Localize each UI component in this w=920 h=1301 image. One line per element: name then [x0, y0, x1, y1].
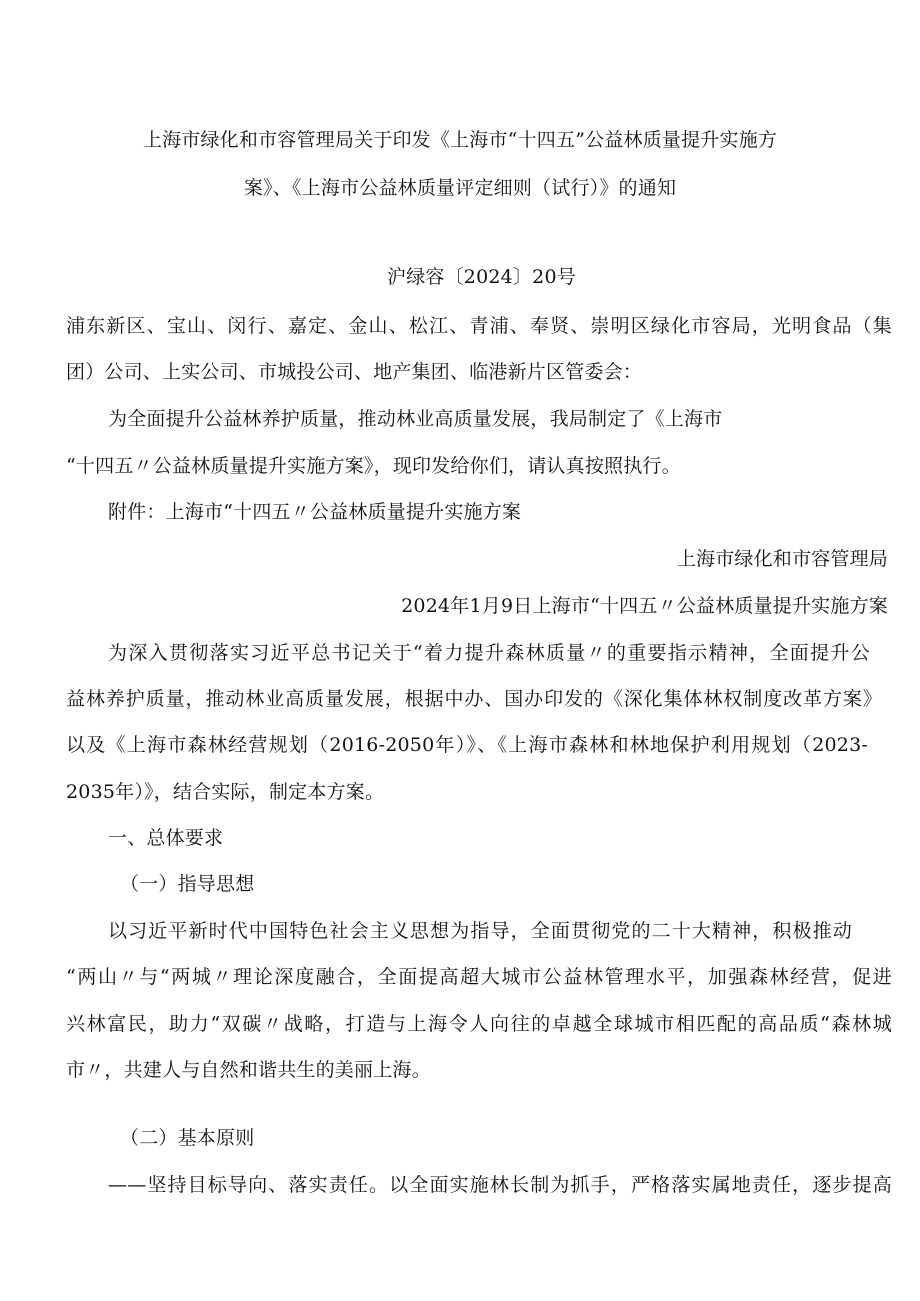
- intro-line-1: 为深入贯彻落实习近平总书记关于“着力提升森林质量〃的重要指示精神，全面提升公: [108, 642, 870, 664]
- document-title-line-1: 上海市绿化和市容管理局关于印发《上海市“十四五”公益林质量提升实施方: [142, 129, 778, 151]
- document-number: 沪绿容〔2024〕20号: [387, 266, 576, 288]
- attachment-line: 附件：上海市“十四五〃公益林质量提升实施方案: [108, 501, 522, 523]
- body-paragraph-1-line-2: “十四五〃公益林质量提升实施方案》，现印发给你们，请认真按照执行。: [66, 455, 681, 477]
- intro-line-2: 益林养护质量，推动林业高质量发展，根据中办、国办印发的《深化集体林权制度改革方案》: [66, 688, 882, 710]
- intro-line-3: 以及《上海市森林经营规划（2016-2050年）》、《上海市森林和林地保护利用规划（2023-: [66, 734, 868, 756]
- guiding-line-2: “两山〃与“两城〃理论深度融合，全面提高超大城市公益林管理水平，加强森林经营，促进: [66, 966, 892, 988]
- body-paragraph-1-line-1: 为全面提升公益林养护质量，推动林业高质量发展，我局制定了《上海市: [108, 408, 723, 430]
- subsection-1-heading: （一）指导思想: [120, 873, 255, 895]
- recipients-line-2: 团）公司、上实公司、市城投公司、地产集团、临港新片区管委会：: [66, 361, 643, 383]
- guiding-line-1: 以习近平新时代中国特色社会主义思想为指导，全面贯彻党的二十大精神，积极推动: [108, 920, 852, 942]
- issue-date-and-plan-title: 2024年1月9日上海市“十四五〃公益林质量提升实施方案: [401, 595, 888, 617]
- document-title-line-2: 案》、《上海市公益林质量评定细则（试行）》的通知: [243, 177, 677, 199]
- section-1-heading: 一、总体要求: [108, 827, 224, 849]
- guiding-line-3: 兴林富民，助力“双碳〃战略，打造与上海令人向往的卓越全球城市相匹配的高品质“森林城: [66, 1013, 892, 1035]
- intro-line-4: 2035年）》，结合实际，制定本方案。: [66, 781, 385, 803]
- principle-1-line-1: ——坚持目标导向、落实责任。以全面实施林长制为抓手，严格落实属地责任，逐步提高: [108, 1174, 892, 1196]
- recipients-line-1: 浦东新区、宝山、闵行、嘉定、金山、松江、青浦、奉贤、崇明区绿化市容局，光明食品（集: [66, 315, 892, 337]
- guiding-line-4: 市〃，共建人与自然和谐共生的美丽上海。: [66, 1059, 431, 1081]
- subsection-2-heading: （二）基本原则: [120, 1127, 255, 1149]
- issuer-name: 上海市绿化和市容管理局: [676, 548, 888, 570]
